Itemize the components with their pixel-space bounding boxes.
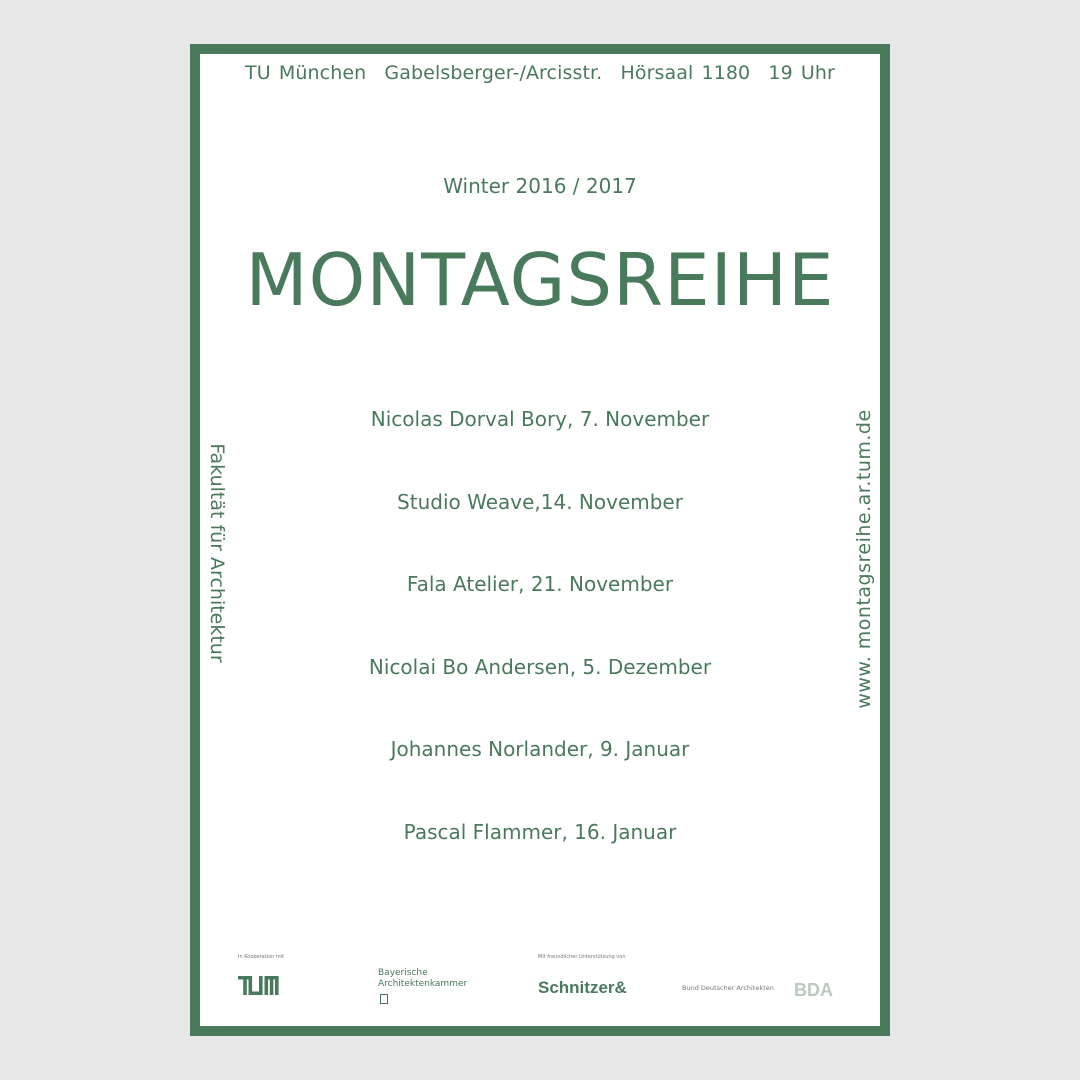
bda-full-name: Bund Deutscher Architekten (682, 984, 774, 992)
season-label: Winter 2016 / 2017 (443, 174, 637, 198)
poster (190, 44, 890, 1036)
lecture-item: Studio Weave,14. November (397, 489, 683, 514)
lecture-item: Fala Atelier, 21. November (406, 572, 674, 596)
event-info-line (200, 62, 880, 84)
venue-street: Gabelsberger-/Arcisstr. (384, 62, 603, 84)
lecture-list (200, 404, 880, 899)
cooperation-label: In Kooperation mit (238, 954, 285, 960)
bayern-line-1: Bayerische (378, 968, 428, 978)
website-url: www. montagsreihe.ar.tum.de (853, 409, 875, 709)
faculty-text: Fakultät für Architektur (206, 443, 228, 663)
lecture-item: Pascal Flammer, 16. Januar (403, 819, 677, 844)
event-time: 19 Uhr (768, 62, 835, 84)
series-title: MONTAGSREIHE (245, 238, 835, 322)
bayern-shield-icon (380, 994, 388, 1004)
lecture-item: Johannes Norlander, 9. Januar (390, 737, 690, 761)
lecture-item: Nicolas Dorval Bory, 7. November (370, 407, 710, 431)
bayerische-architektenkammer-logo (378, 968, 467, 990)
bda-logo: BDA (794, 980, 833, 1000)
venue-room: Hörsaal 1180 (620, 62, 751, 84)
lecture-item: Nicolai Bo Andersen, 5. Dezember (368, 654, 712, 679)
support-label: Mit freundlicher Unterstützung von (538, 954, 626, 960)
website-vertical-label (848, 404, 880, 714)
venue-name: TU München (245, 62, 367, 84)
faculty-vertical-label (202, 428, 232, 678)
schnitzer-logo: Schnitzer& (538, 978, 627, 997)
tum-logo (238, 974, 288, 998)
bayern-line-2: Architektenkammer (378, 979, 468, 989)
poster-paper (200, 54, 880, 1026)
